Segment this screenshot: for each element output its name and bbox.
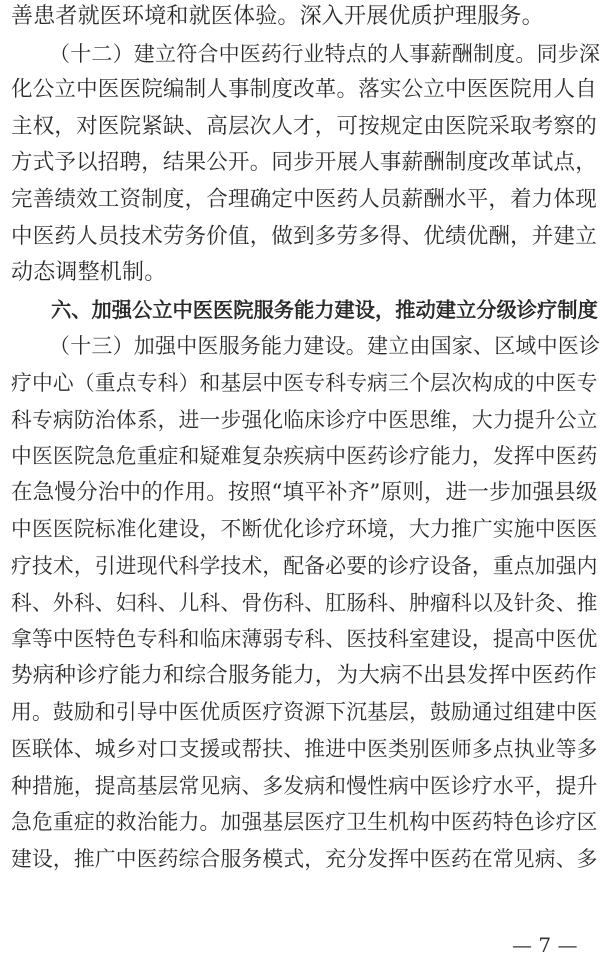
body-text-line: 科专病防治体系，进一步强化临床诊疗中医思维，大力提升公立: [11, 407, 598, 432]
body-text-line: 用。鼓励和引导中医优质医疗资源下沉基层，鼓励通过组建中医: [11, 700, 598, 725]
body-text-line: 拿等中医特色专科和临床薄弱专科、医技科室建设，提高中医优: [11, 627, 598, 652]
section-6-heading: 六、加强公立中医医院服务能力建设，推动建立分级诊疗制度: [51, 297, 598, 322]
body-text-line: 建设，推广中医药综合服务模式，充分发挥中医药在常见病、多: [11, 846, 598, 871]
body-text-line: 化公立中医医院编制人事制度改革。落实公立中医医院用人自: [11, 77, 597, 103]
body-text-line: 疗中心（重点专科）和基层中医专科专病三个层次构成的中医专: [11, 371, 598, 395]
body-text-line: 主权，对医院紧缺、高层次人才，可按规定由医院采取考察的: [11, 113, 597, 139]
paragraph-12-heading-line: （十二）建立符合中医药行业特点的人事薪酬制度。同步深: [49, 41, 601, 66]
body-text-line: 完善绩效工资制度，合理确定中医药人员薪酬水平，着力体现: [11, 187, 597, 212]
body-text-line: 中医医院急危重症和疑难复杂疾病中医药诊疗能力，发挥中医药: [11, 444, 598, 469]
paragraph-13-heading-line: （十三）加强中医服务能力建设。建立由国家、区域中医诊: [49, 334, 601, 359]
body-text-line: 善患者就医环境和就医体验。深入开展优质护理服务。: [11, 4, 544, 29]
body-text-line: 在急慢分治中的作用。按照“填平补齐”原则，进一步加强县级: [11, 479, 598, 505]
body-text-line: 疗技术，引进现代科学技术，配备必要的诊疗设备，重点加强内: [11, 554, 598, 578]
body-text-line: 急危重症的救治能力。加强基层医疗卫生机构中医药特色诊疗区: [11, 810, 598, 835]
body-text-line: 医联体、城乡对口支援或帮扶、推进中医类别医师多点执业等多: [11, 737, 598, 761]
body-text-line: 方式予以招聘，结果公开。同步开展人事薪酬制度改革试点，: [11, 150, 597, 176]
body-text-line: 中医医院标准化建设，不断优化诊疗环境，大力推广实施中医医: [11, 517, 598, 542]
page-number: — 7 —: [512, 933, 578, 957]
body-text-line: 种措施，提高基层常见病、多发病和慢性病中医诊疗水平，提升: [11, 773, 598, 798]
body-text-line: 势病种诊疗能力和综合服务能力，为大病不出县发挥中医药作: [11, 662, 597, 688]
body-text-line: 动态调整机制。: [11, 260, 167, 286]
body-text-line: 中医药人员技术劳务价值，做到多劳多得、优绩优酬，并建立: [11, 223, 597, 249]
body-text-line: 科、外科、妇科、儿科、骨伤科、肛肠科、肿瘤科以及针灸、推: [11, 590, 598, 615]
